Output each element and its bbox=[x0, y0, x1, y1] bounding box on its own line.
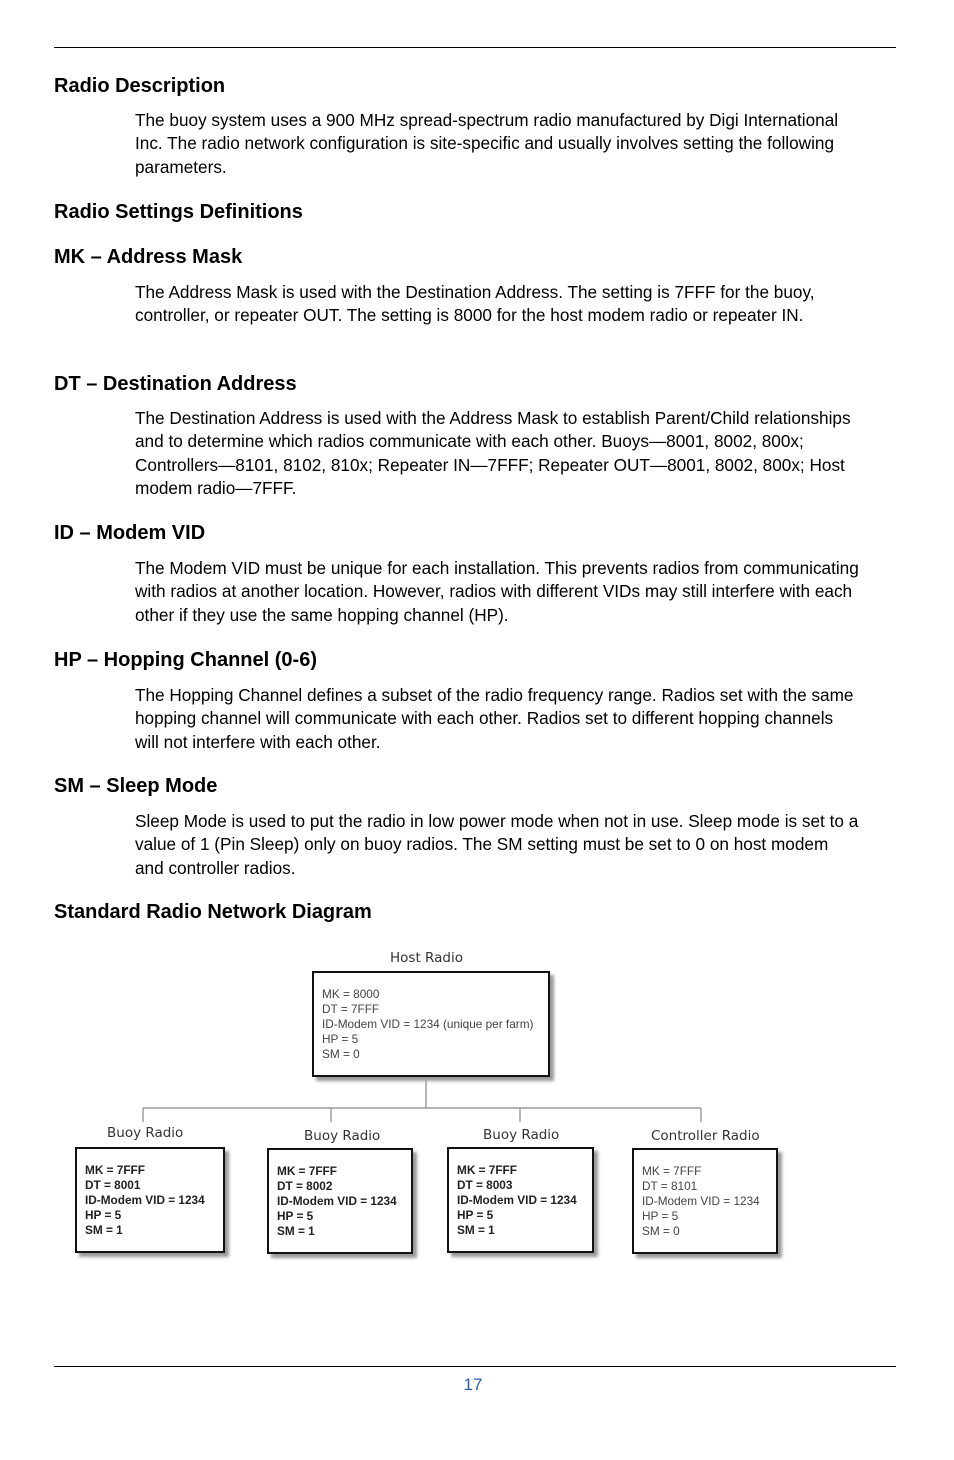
buoy-radio-3-label: Buoy Radio bbox=[483, 1127, 560, 1143]
paragraph-mk-address-mask: The Address Mask is used with the Destination Address. The setting is 7FFF for the buoy, controller, or repeater OUT. The setting is 8000 for the host modem radio or repeater IN. bbox=[135, 282, 815, 326]
buoy-2-hp: HP = 5 bbox=[277, 1209, 314, 1223]
controller-radio-label: Controller Radio bbox=[651, 1128, 760, 1144]
buoy-2-dt: DT = 8002 bbox=[277, 1179, 333, 1193]
radio-network-diagram bbox=[0, 940, 954, 1270]
controller-hp: HP = 5 bbox=[642, 1209, 679, 1223]
buoy-radio-2-box bbox=[267, 1148, 413, 1254]
host-hp: HP = 5 bbox=[322, 1032, 359, 1046]
buoy-radio-2-label: Buoy Radio bbox=[304, 1128, 381, 1144]
controller-dt: DT = 8101 bbox=[642, 1179, 698, 1193]
heading-radio-description: Radio Description bbox=[54, 75, 226, 97]
controller-vid: ID-Modem VID = 1234 bbox=[642, 1194, 760, 1208]
buoy-3-dt: DT = 8003 bbox=[457, 1178, 513, 1192]
buoy-1-hp: HP = 5 bbox=[85, 1208, 122, 1222]
host-sm: SM = 0 bbox=[322, 1047, 360, 1061]
buoy-1-vid: ID-Modem VID = 1234 bbox=[85, 1193, 205, 1207]
heading-sm-sleep-mode: SM – Sleep Mode bbox=[54, 775, 218, 797]
buoy-2-vid: ID-Modem VID = 1234 bbox=[277, 1194, 397, 1208]
controller-sm: SM = 0 bbox=[642, 1224, 680, 1238]
heading-radio-settings-definitions: Radio Settings Definitions bbox=[54, 201, 303, 223]
paragraph-hp-hopping-channel: The Hopping Channel defines a subset of the radio frequency range. Radios set with the same hopping channel will communicate with each other. Radios set to different hopping channels will not interfere with each other. bbox=[135, 685, 854, 752]
paragraph-id-modem-vid: The Modem VID must be unique for each installation. This prevents radios from communicating with radios at another location. However, radios with different VIDs may still interfere with each other if they use the same hopping channel (HP). bbox=[135, 558, 859, 625]
host-mk: MK = 8000 bbox=[322, 987, 380, 1001]
host-dt: DT = 7FFF bbox=[322, 1002, 380, 1016]
host-vid: ID-Modem VID = 1234 (unique per farm) bbox=[322, 1017, 534, 1031]
buoy-3-sm: SM = 1 bbox=[457, 1223, 495, 1237]
buoy-3-mk: MK = 7FFF bbox=[457, 1163, 517, 1177]
header-rule bbox=[54, 47, 896, 48]
buoy-1-dt: DT = 8001 bbox=[85, 1178, 141, 1192]
heading-standard-radio-network-diagram: Standard Radio Network Diagram bbox=[54, 901, 372, 923]
heading-hp-hopping-channel: HP – Hopping Channel (0-6) bbox=[54, 649, 317, 671]
heading-id-modem-vid: ID – Modem VID bbox=[54, 522, 206, 544]
buoy-3-vid: ID-Modem VID = 1234 bbox=[457, 1193, 577, 1207]
buoy-2-sm: SM = 1 bbox=[277, 1224, 315, 1238]
buoy-radio-1-label: Buoy Radio bbox=[107, 1125, 184, 1141]
buoy-1-sm: SM = 1 bbox=[85, 1223, 123, 1237]
buoy-3-hp: HP = 5 bbox=[457, 1208, 494, 1222]
controller-mk: MK = 7FFF bbox=[642, 1164, 702, 1178]
paragraph-sm-sleep-mode: Sleep Mode is used to put the radio in low power mode when not in use. Sleep mode is set to a value of 1 (Pin Sleep) only on buoy radios. The SM setting must be set to 0 on host modem and controller radios. bbox=[135, 811, 859, 878]
page-number: 17 bbox=[463, 1375, 483, 1394]
buoy-radio-3-box bbox=[447, 1147, 594, 1253]
heading-mk-address-mask: MK – Address Mask bbox=[54, 246, 243, 268]
host-radio-box bbox=[312, 971, 550, 1077]
footer-rule bbox=[54, 1366, 896, 1367]
host-radio-label: Host Radio bbox=[390, 950, 463, 966]
heading-dt-destination-address: DT – Destination Address bbox=[54, 373, 297, 395]
buoy-2-mk: MK = 7FFF bbox=[277, 1164, 337, 1178]
buoy-radio-1-box bbox=[75, 1147, 225, 1253]
buoy-1-mk: MK = 7FFF bbox=[85, 1163, 145, 1177]
paragraph-dt-destination-address: The Destination Address is used with the Address Mask to establish Parent/Child relationships and to determine which radios communicate with each other. Buoys—8001, 8002, 800x; Controllers—8101, 8102, 810x; Repeater IN—7FFF; Repeater OUT—8001, 8002, 800x; Host modem radio—7FFF. bbox=[135, 408, 851, 498]
controller-radio-box bbox=[632, 1148, 778, 1254]
paragraph-radio-description: The buoy system uses a 900 MHz spread-spectrum radio manufactured by Digi International Inc. The radio network configuration is site-specific and usually involves setting the following parameters. bbox=[135, 110, 839, 177]
